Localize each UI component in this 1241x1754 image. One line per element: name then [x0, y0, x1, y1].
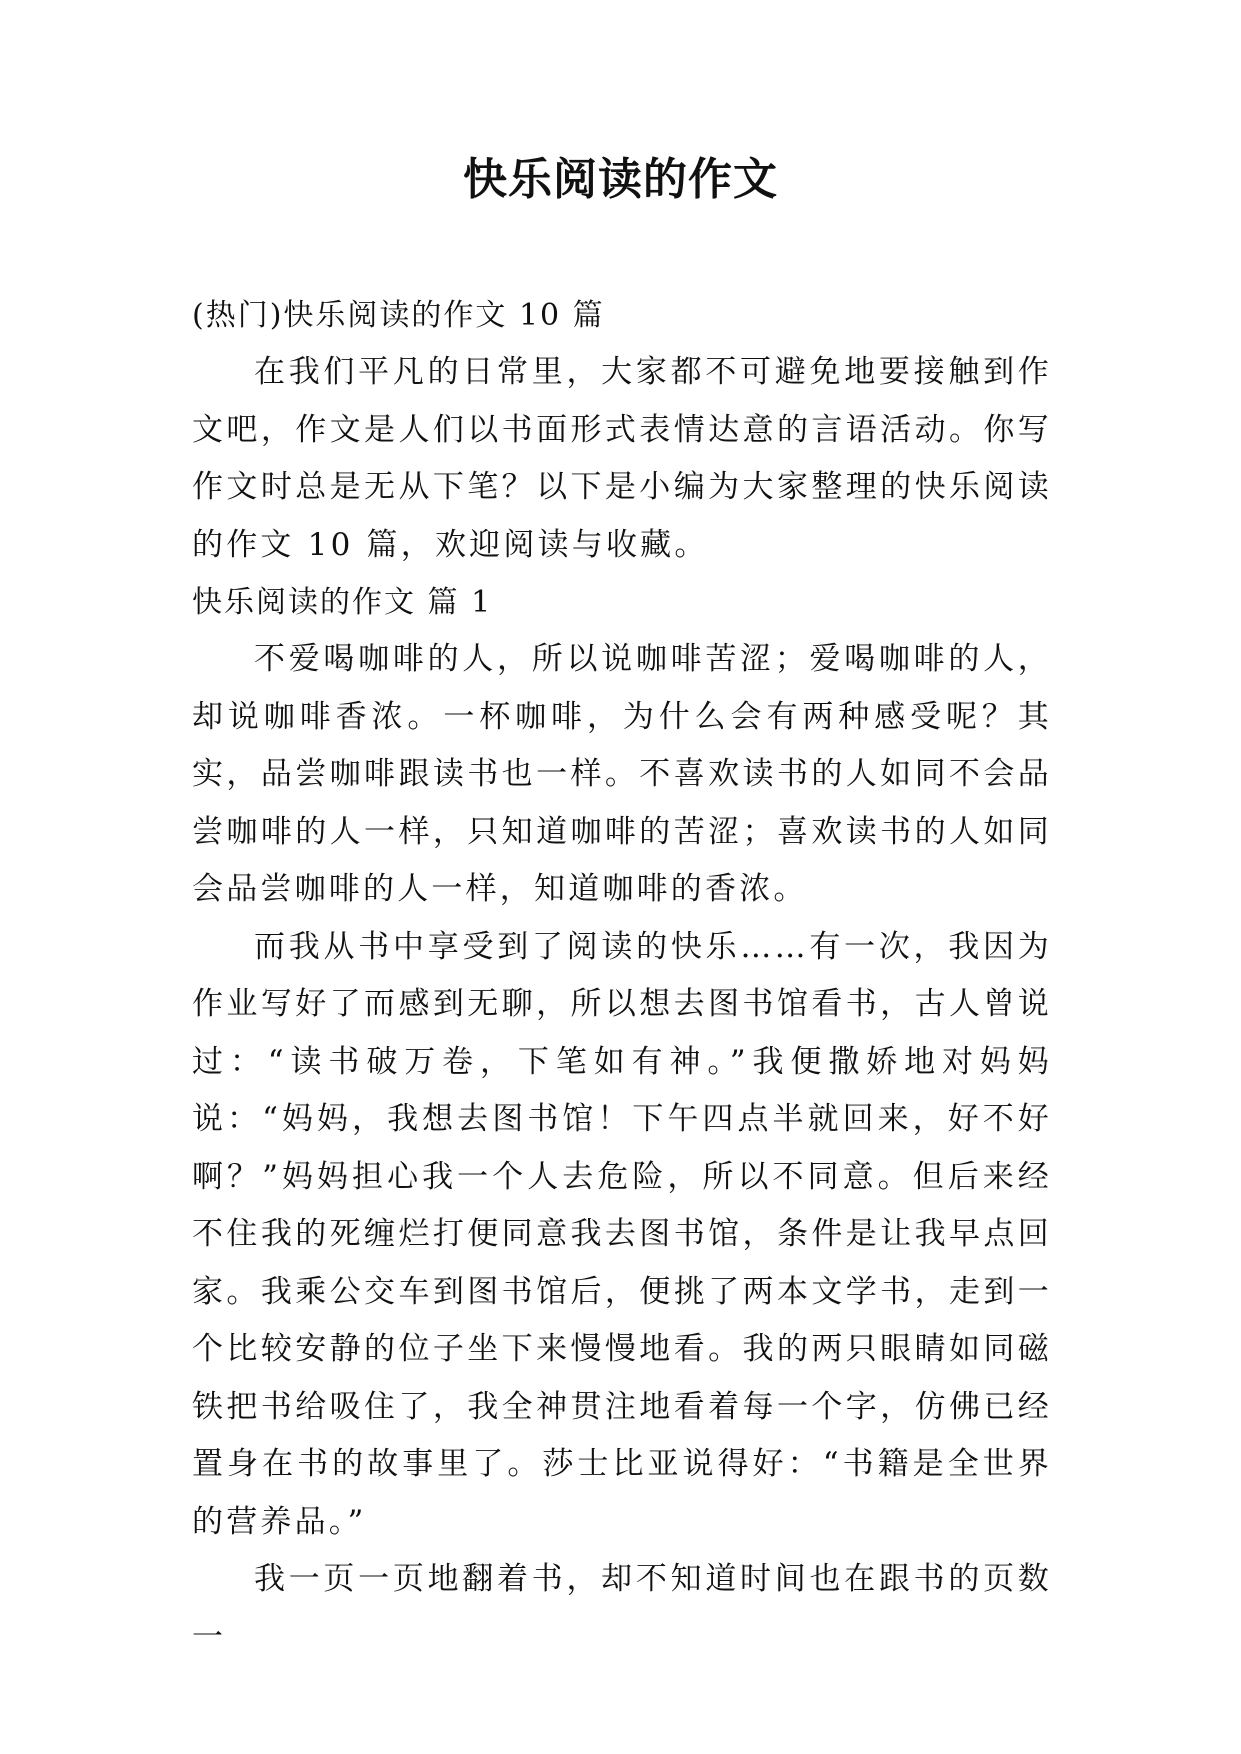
document-title: 快乐阅读的作文: [463, 154, 778, 205]
body-paragraph-3: 我一页一页地翻着书，却不知道时间也在跟书的页数一: [192, 1561, 1052, 1655]
intro-paragraph: 在我们平凡的日常里，大家都不可避免地要接触到作文吧，作文是人们以书面形式表情达意的言语活动。你写作文时总是无从下笔？以下是小编为大家整理的快乐阅读的作文 10 篇，欢迎阅读与收藏。: [192, 354, 1052, 563]
section-heading: 快乐阅读的作文 篇 1: [192, 585, 493, 620]
body-paragraph-1: 不爱喝咖啡的人，所以说咖啡苦涩；爱喝咖啡的人，却说咖啡香浓。一杯咖啡，为什么会有两种感受呢？其实，品尝咖啡跟读书也一样。不喜欢读书的人如同不会品尝咖啡的人一样，只知道咖啡的苦涩；喜欢读书的人如同会品尝咖啡的人一样，知道咖啡的香浓。: [192, 641, 1052, 907]
subtitle-line: (热门)快乐阅读的作文 10 篇: [192, 298, 605, 333]
document-body: [192, 287, 1052, 1666]
body-paragraph-2: 而我从书中享受到了阅读的快乐……有一次，我因为作业写好了而感到无聊，所以想去图书馆看书，古人曾说过：“读书破万卷，下笔如有神。”我便撒娇地对妈妈说：“妈妈，我想去图书馆！下午四点半就回来，好不好啊？”妈妈担心我一个人去危险，所以不同意。但后来经不住我的死缠烂打便同意我去图书馆，条件是让我早点回家。我乘公交车到图书馆后，便挑了两本文学书，走到一个比较安静的位子坐下来慢慢地看。我的两只眼睛如同磁铁把书给吸住了，我全神贯注地看着每一个字，仿佛已经置身在书的故事里了。莎士比亚说得好：“书籍是全世界的营养品。”: [192, 928, 1052, 1540]
